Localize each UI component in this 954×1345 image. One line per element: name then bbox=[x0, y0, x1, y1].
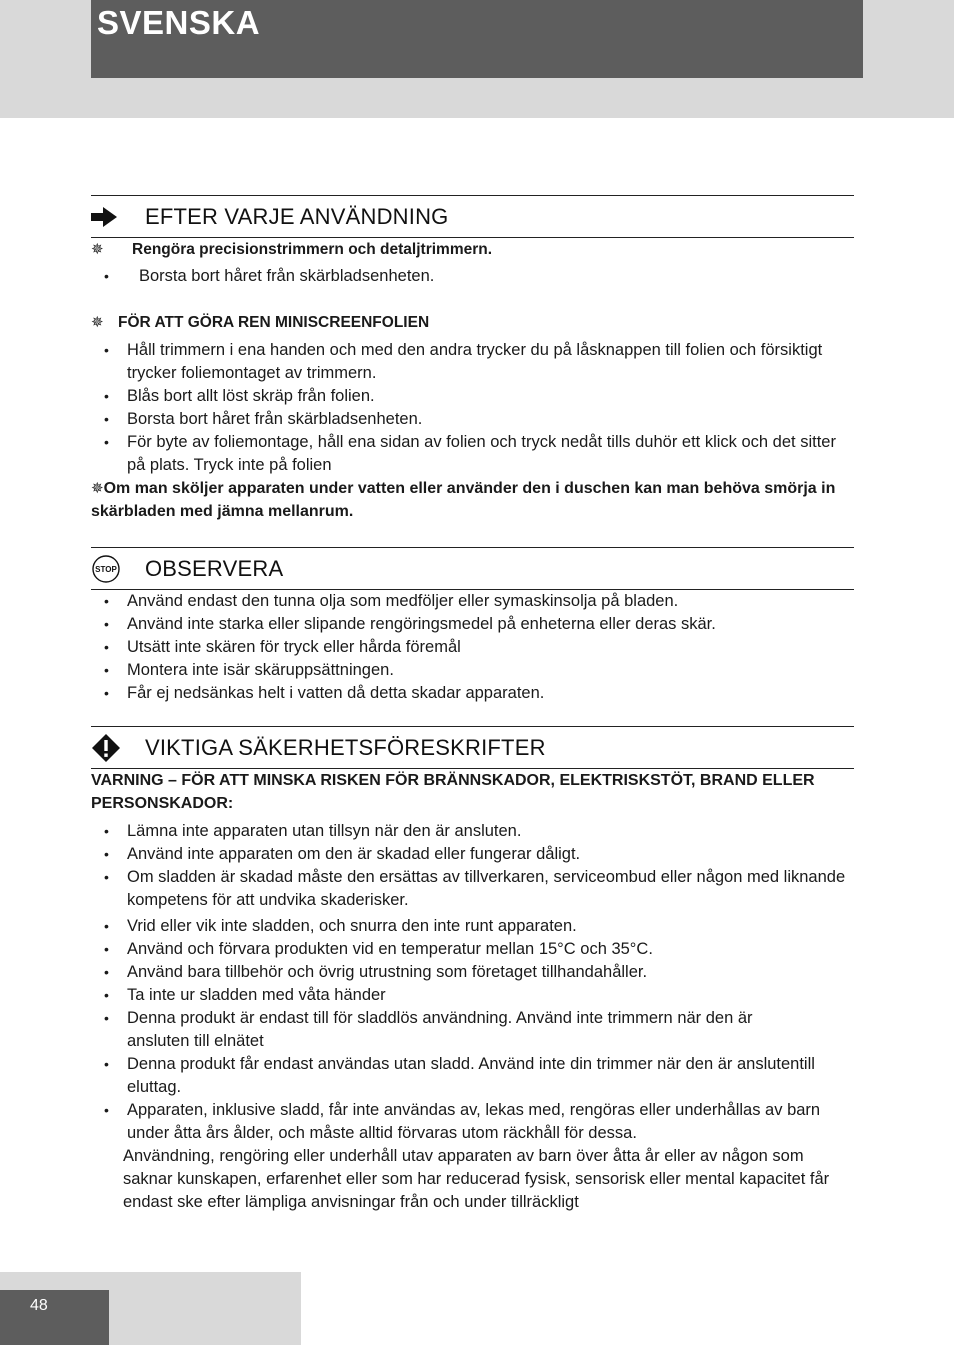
list-item: • För byte av foliemontage, håll ena sidan av folien och tryck nedåt tills duhör ett klick och det sitter på plats. Tryck inte på folien bbox=[91, 431, 854, 477]
list-item: • Blås bort allt löst skräp från folien. bbox=[91, 385, 854, 408]
subheading-precision-text: Rengöra precisionstrimmern och detaljtrimmern. bbox=[132, 241, 493, 258]
list-item: • Ta inte ur sladden med våta händer bbox=[91, 984, 854, 1007]
list-item: • Vrid eller vik inte sladden, och snurra den inte runt apparaten. bbox=[91, 915, 854, 938]
list-item: • Använd inte apparaten om den är skadad eller fungerar dåligt. bbox=[91, 843, 854, 866]
section-observe bbox=[91, 547, 854, 590]
observe-list bbox=[91, 590, 854, 705]
stop-icon bbox=[91, 554, 145, 584]
section-safety-title: VIKTIGA SÄKERHETSFÖRESKRIFTER bbox=[145, 734, 546, 760]
children-usage-paragraph: Användning, rengöring eller underhåll utav apparaten av barn över åtta år eller av någon som saknar kunskapen, erfarenhet eller som har reducerad fysisk, sensorisk eller mental kapacitet får endast ske efter lämpliga anvisningar från och under tillräckligt bbox=[123, 1147, 830, 1211]
header-title-box bbox=[91, 0, 863, 78]
list-item: • Utsätt inte skären för tryck eller hårda föremål bbox=[91, 636, 854, 659]
sparkle-icon: ✵ bbox=[91, 314, 104, 331]
list-item: • Apparaten, inklusive sladd, får inte användas av, lekas med, rengöras eller underhållas av barn under åtta års ålder, och måste alltid förvaras utom räckhåll för dessa. bbox=[91, 1099, 854, 1145]
list-item: • Använd bara tillbehör och övrig utrustning som företaget tillhandahåller. bbox=[91, 961, 854, 984]
foil-list bbox=[91, 339, 854, 477]
sparkle-icon: ✵ bbox=[91, 241, 104, 258]
section-observe-title: OBSERVERA bbox=[145, 555, 284, 581]
section-after-use-title: EFTER VARJE ANVÄNDNING bbox=[145, 203, 449, 229]
section-observe-header bbox=[91, 548, 854, 590]
list-item: • Montera inte isär skäruppsättningen. bbox=[91, 659, 854, 682]
section-after-use-header bbox=[91, 196, 854, 238]
arrow-right-icon bbox=[91, 207, 145, 227]
list-item: • Använd inte starka eller slipande rengöringsmedel på enheterna eller deras skär. bbox=[91, 613, 854, 636]
main-content bbox=[91, 195, 854, 1214]
sparkle-icon: ✵ bbox=[91, 480, 104, 497]
list-item: • Använd och förvara produkten vid en temperatur mellan 15°C och 35°C. bbox=[91, 938, 854, 961]
subheading-foil bbox=[91, 311, 854, 334]
subheading-foil-text: FÖR ATT GÖRA REN MINISCREENFOLIEN bbox=[118, 314, 430, 331]
warning-heading: VARNING – FÖR ATT MINSKA RISKEN FÖR BRÄNNSKADOR, ELEKTRISKSTÖT, BRAND ELLER PERSONSKADOR: bbox=[91, 772, 815, 812]
list-item: • Håll trimmern i ena handen och med den andra trycker du på låsknappen till folien och försiktigt trycker foliemontaget av trimmern. bbox=[91, 339, 854, 385]
list-item: • Får ej nedsänkas helt i vatten då detta skadar apparaten. bbox=[91, 682, 854, 705]
stop-icon-text: STOP bbox=[95, 564, 117, 574]
page-number-box bbox=[0, 1290, 109, 1345]
list-item: • Lämna inte apparaten utan tillsyn när den är ansluten. bbox=[91, 820, 854, 843]
list-item: • Använd endast den tunna olja som medföljer eller symaskinsolja på bladen. bbox=[91, 590, 854, 613]
page-title: SVENSKA bbox=[97, 4, 261, 41]
list-item: • Om sladden är skadad måste den ersättas av tillverkaren, serviceombud eller någon med liknande kompetens för att undvika skaderisker. bbox=[91, 866, 854, 912]
section-safety-header bbox=[91, 727, 854, 769]
section-after-use bbox=[91, 195, 854, 238]
warning-icon bbox=[91, 733, 145, 763]
subheading-precision bbox=[91, 238, 854, 261]
list-item: • Borsta bort håret från skärbladsenheten. bbox=[91, 265, 854, 288]
safety-list bbox=[91, 820, 854, 1145]
list-item: • Denna produkt får endast användas utan sladd. Använd inte din trimmer när den är anslutentill eluttag. bbox=[91, 1053, 854, 1099]
precision-list bbox=[91, 265, 854, 288]
section-safety bbox=[91, 726, 854, 769]
list-item: • Denna produkt är endast till för sladdlös användning. Använd inte trimmern när den är ansluten till elnätet bbox=[91, 1007, 854, 1053]
rinse-note-text: Om man sköljer apparaten under vatten eller använder den i duschen kan man behöva smörja in skärbladen med jämna mellanrum. bbox=[91, 480, 836, 520]
list-item: • Borsta bort håret från skärbladsenheten. bbox=[91, 408, 854, 431]
page-number: 48 bbox=[30, 1297, 48, 1314]
rinse-note bbox=[91, 477, 854, 523]
